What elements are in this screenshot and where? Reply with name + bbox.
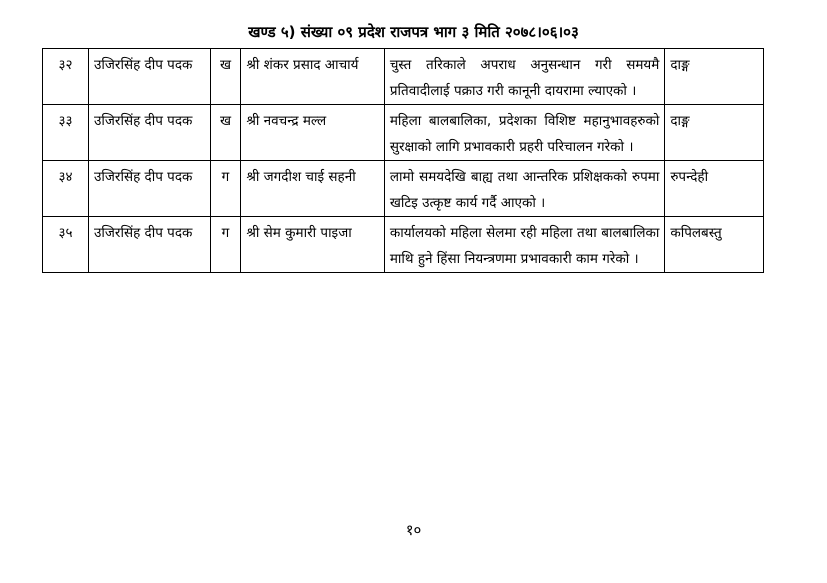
class-cell: ख [210, 49, 241, 105]
award-cell: उजिरसिंह दीप पदक [89, 217, 211, 273]
reason-text: कार्यालयको महिला सेलमा रही महिला तथा बालबालिका माथि हुने हिंसा नियन्त्रणमा प्रभावकारी काम गरेको । [389, 225, 660, 267]
table-row [43, 217, 764, 273]
class-cell: ग [210, 217, 241, 273]
reason-text: लामो समयदेखि बाह्य तथा आन्तरिक प्रशिक्षकको रुपमा खटिइ उत्कृष्ट कार्य गर्दै आएको । [389, 169, 660, 211]
district-cell: दाङ्ग [665, 105, 764, 161]
recipient-name-cell: श्री शंकर प्रसाद आचार्य [241, 49, 385, 105]
recipient-name-cell: श्री नवचन्द्र मल्ल [241, 105, 385, 161]
table-row [43, 161, 764, 217]
award-cell: उजिरसिंह दीप पदक [89, 49, 211, 105]
page-number: १० [405, 521, 422, 539]
district-cell: दाङ्ग [665, 49, 764, 105]
recipient-name-cell: श्री जगदीश चाई सहनी [241, 161, 385, 217]
serial-number-cell: ३५ [43, 217, 89, 273]
district-cell: कपिलबस्तु [665, 217, 764, 273]
table-row [43, 49, 764, 105]
district-cell: रुपन्देही [665, 161, 764, 217]
reason-cell [384, 161, 665, 217]
page-header: खण्ड ५) संख्या ०९ प्रदेश राजपत्र भाग ३ मिति २०७८।०६।०३ [248, 23, 579, 41]
reason-cell [384, 105, 665, 161]
reason-text: चुस्त तरिकाले अपराध अनुसन्धान गरी समयमै प्रतिवादीलाई पक्राउ गरी कानूनी दायरामा ल्याएको । [389, 57, 660, 99]
award-cell: उजिरसिंह दीप पदक [89, 105, 211, 161]
reason-cell [384, 49, 665, 105]
award-cell: उजिरसिंह दीप पदक [89, 161, 211, 217]
serial-number-cell: ३३ [43, 105, 89, 161]
class-cell: ग [210, 161, 241, 217]
recipient-name-cell: श्री सेम कुमारी पाइजा [241, 217, 385, 273]
table-row [43, 105, 764, 161]
award-table [42, 48, 764, 273]
class-cell: ख [210, 105, 241, 161]
serial-number-cell: ३२ [43, 49, 89, 105]
reason-text: महिला बालबालिका, प्रदेशका विशिष्ट महानुभावहरुको सुरक्षाको लागि प्रभावकारी प्रहरी परिचालन गरेको । [389, 113, 660, 155]
serial-number-cell: ३४ [43, 161, 89, 217]
reason-cell [384, 217, 665, 273]
